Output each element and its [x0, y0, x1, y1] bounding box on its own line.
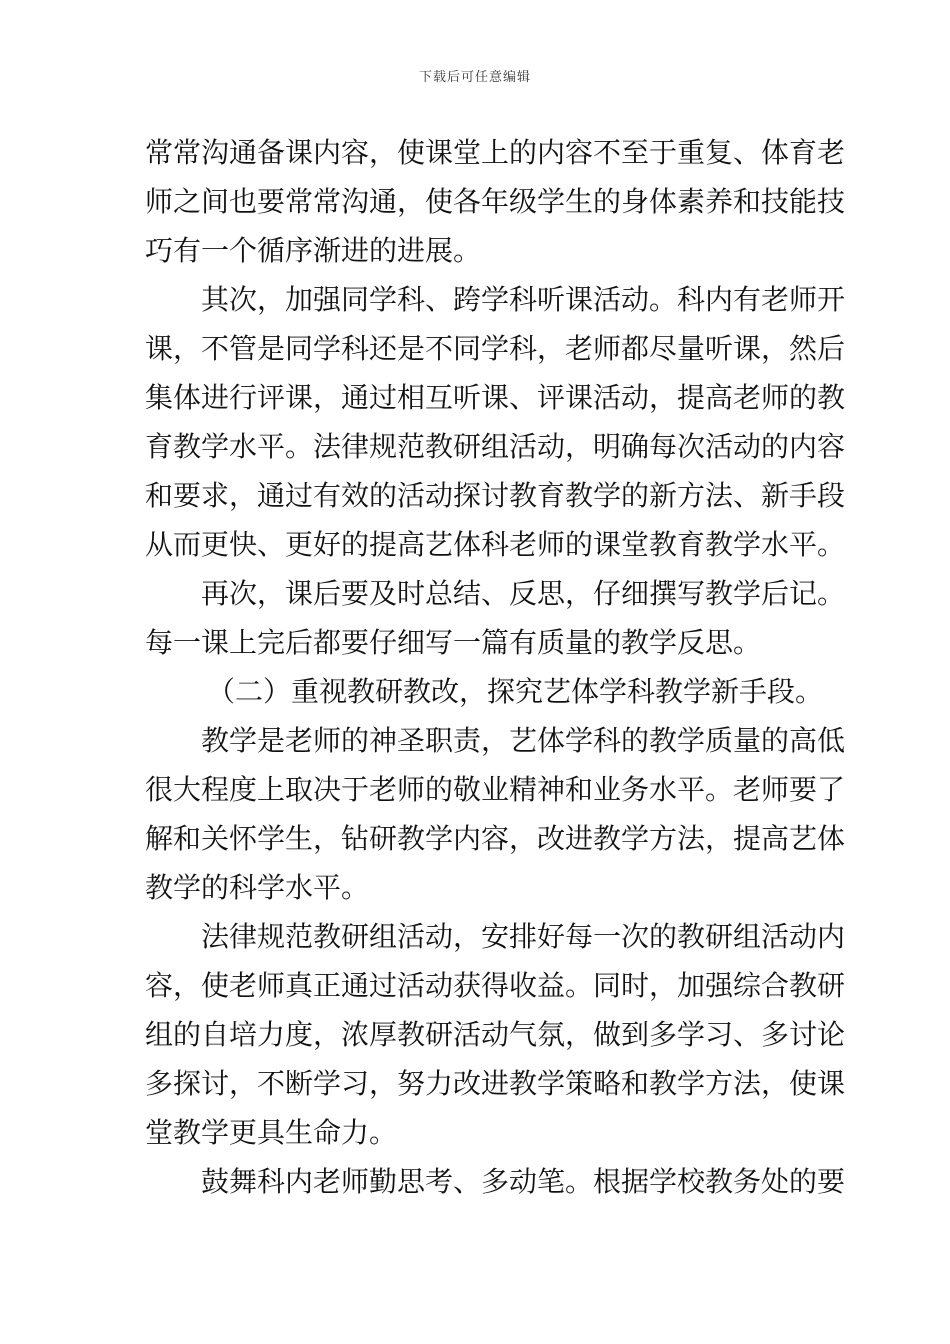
text-line: 和要求，通过有效的活动探讨教育教学的新方法、新手段 [145, 479, 846, 512]
page-header: 下载后可任意编辑 [418, 70, 531, 85]
text-line: 巧有一个循序渐进的进展。 [145, 234, 482, 267]
text-line: 每一课上完后都要仔细写一篇有质量的教学反思。 [145, 626, 762, 659]
text-line: 堂教学更具生命力。 [145, 1116, 398, 1149]
text-line: 很大程度上取决于老师的敬业精神和业务水平。老师要了 [145, 773, 846, 806]
text-line: 育教学水平。法律规范教研组活动，明确每次活动的内容 [145, 430, 846, 463]
text-line: 师之间也要常常沟通，使各年级学生的身体素养和技能技 [145, 185, 846, 218]
text-line: 集体进行评课，通过相互听课、评课活动，提高老师的教 [145, 381, 846, 414]
text-line: 从而更快、更好的提高艺体科老师的课堂教育教学水平。 [145, 528, 846, 561]
text-line: 常常沟通备课内容，使课堂上的内容不至于重复、体育老 [145, 136, 846, 169]
text-line: 其次，加强同学科、跨学科听课活动。科内有老师开 [201, 283, 846, 316]
text-line: 组的自培力度，浓厚教研活动气氛，做到多学习、多讨论 [145, 1018, 846, 1051]
text-line: 法律规范教研组活动，安排好每一次的教研组活动内 [201, 920, 846, 953]
text-line: 鼓舞科内老师勤思考、多动笔。根据学校教务处的要 [201, 1165, 846, 1198]
text-line: 再次，课后要及时总结、反思，仔细撰写教学后记。 [201, 577, 846, 610]
text-line: 教学是老师的神圣职责，艺体学科的教学质量的高低 [201, 724, 846, 757]
body-text [145, 128, 846, 1206]
text-line: 多探讨，不断学习，努力改进教学策略和教学方法，使课 [145, 1067, 846, 1100]
text-line: 教学的科学水平。 [145, 871, 370, 904]
text-line: 课，不管是同学科还是不同学科，老师都尽量听课，然后 [145, 332, 846, 365]
text-line: 容，使老师真正通过活动获得收益。同时，加强综合教研 [145, 969, 846, 1002]
section-heading: （二）重视教研教改，探究艺体学科教学新手段。 [207, 675, 824, 708]
text-line: 解和关怀学生，钻研教学内容，改进教学方法，提高艺体 [145, 822, 846, 855]
